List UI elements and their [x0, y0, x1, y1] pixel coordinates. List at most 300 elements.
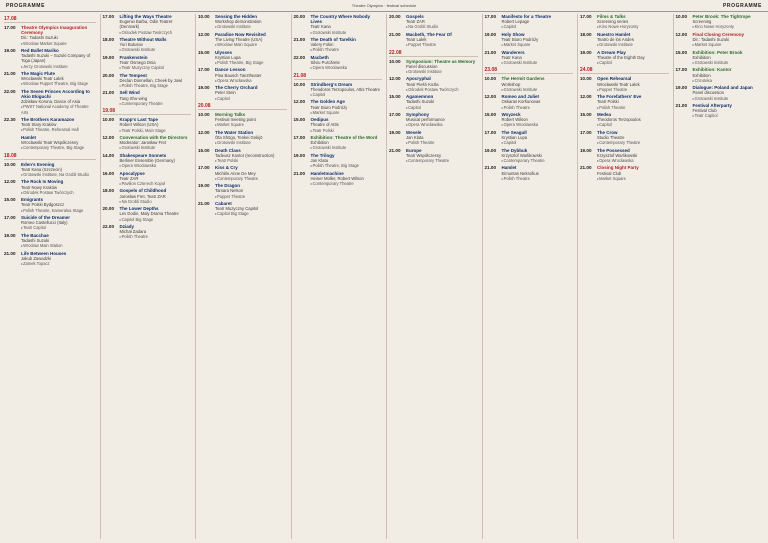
event-detail: Yuri Butusov: [119, 42, 144, 48]
event-title[interactable]: The Golden Age: [310, 99, 345, 105]
event-time: 10.00: [675, 14, 687, 19]
event-title[interactable]: The Hermit Gardens: [501, 76, 545, 82]
event-title[interactable]: Exhibition: Peter Brook: [692, 49, 743, 55]
event-venue: ▸ Capitol: [597, 60, 669, 65]
event-venue: ▸ Grotowski Institute: [120, 145, 192, 150]
event-item[interactable]: [294, 37, 383, 53]
event-title[interactable]: Festival Afterparty: [692, 102, 732, 108]
date-heading: 22.08: [389, 50, 478, 57]
event-title[interactable]: The Seven Princes According to Akio Ekiguchi: [21, 88, 90, 99]
event-detail: Panel discussion: [692, 90, 724, 96]
event-detail: Teatr Kana: [310, 24, 331, 30]
event-time: 22.30: [4, 117, 16, 122]
event-body: [215, 67, 287, 83]
event-item[interactable]: [198, 201, 287, 217]
event-item[interactable]: [580, 14, 669, 30]
event-title[interactable]: Dialogue: Poland and Japan: [692, 85, 753, 91]
event-body: [120, 14, 192, 35]
event-item[interactable]: [103, 37, 192, 53]
event-body: [120, 117, 192, 133]
event-time: 19.00: [580, 49, 592, 55]
event-item[interactable]: [4, 89, 96, 115]
event-venue: ▸ Opera Wrocławska: [215, 78, 287, 83]
event-body: [406, 148, 478, 164]
event-title[interactable]: Eden's Evening: [21, 161, 55, 167]
event-item[interactable]: [485, 14, 574, 30]
event-title[interactable]: Symphony: [406, 111, 430, 117]
event-title[interactable]: Ulysses: [215, 49, 233, 55]
event-title[interactable]: Exhibition: Theatre of the Word: [310, 134, 378, 140]
event-item[interactable]: [294, 153, 383, 169]
event-title[interactable]: Krapp's Last Tape: [119, 117, 158, 123]
event-time: 19.00: [102, 54, 114, 60]
event-title[interactable]: Nuestro Hamlet: [597, 31, 631, 37]
event-detail: Theodoros Terzopoulos: [597, 117, 641, 123]
event-detail: Screening series: [597, 19, 629, 25]
event-time: 17.00: [484, 14, 496, 19]
event-detail: Exhibition: [692, 54, 711, 60]
event-item[interactable]: [4, 197, 96, 213]
event-time: 10.00: [198, 14, 210, 19]
event-venue: ▸ Kino Nowe Horyzonty: [597, 24, 669, 29]
event-time: 21.00: [580, 165, 592, 171]
event-item[interactable]: [4, 162, 96, 178]
event-item[interactable]: [4, 215, 96, 231]
event-time: 17.00: [4, 25, 16, 30]
event-title[interactable]: Films & Talks: [597, 14, 626, 19]
event-item[interactable]: [4, 48, 96, 69]
event-title[interactable]: Theatre Without Walls: [119, 37, 167, 42]
event-title[interactable]: Strindberg's Dream: [310, 81, 353, 87]
event-detail: Theatre of the Eighth Day: [597, 54, 645, 60]
event-time: 17.00: [102, 14, 114, 19]
event-item[interactable]: [580, 94, 669, 110]
event-detail: Teatr Biuro Podróży: [310, 104, 348, 110]
event-item[interactable]: [4, 117, 96, 133]
event-title[interactable]: Suicide of the Dreamer: [21, 214, 71, 220]
event-item[interactable]: [198, 165, 287, 181]
event-item[interactable]: [389, 112, 478, 128]
event-body: [120, 55, 192, 71]
event-title[interactable]: The Brothers Karamazov: [21, 117, 75, 122]
event-item[interactable]: [389, 94, 478, 110]
event-item[interactable]: [485, 32, 574, 48]
schedule-column: [195, 14, 287, 539]
event-title[interactable]: Hamlet: [21, 134, 37, 140]
event-detail: Teatro de los Andes: [597, 37, 634, 42]
header-center: Theatre Olympics · festival schedule: [351, 3, 417, 8]
event-venue: ▸ Capitol: [597, 122, 669, 127]
event-title[interactable]: Europe: [406, 147, 422, 153]
event-item[interactable]: [294, 117, 383, 133]
event-item[interactable]: [103, 224, 192, 240]
event-detail: Heiner Müller, Robert Wilson: [310, 175, 364, 181]
event-detail: Zdzisław Korona, Dance of Asia: [21, 99, 81, 105]
event-body: [502, 112, 574, 128]
event-detail: Tadeusz Kantor (reconstruction): [215, 152, 275, 158]
event-detail: Jakub Zawadzki: [21, 255, 52, 261]
event-title[interactable]: Shakespeare Sonnets: [119, 152, 167, 158]
event-item[interactable]: [389, 148, 478, 164]
event-venue: ▸ Ośrodek Postaw Twórczych: [120, 30, 192, 35]
event-title[interactable]: Conversation with the Directors: [119, 134, 188, 140]
event-time: 15.00: [198, 49, 210, 55]
event-title[interactable]: The Lower Depths: [119, 206, 159, 212]
event-detail: Tadashi Suzuki – Suzuki Company of Toga (Japan): [21, 53, 91, 64]
event-body: [597, 32, 669, 48]
event-body: [502, 50, 574, 66]
event-detail: Teatr ZAR: [406, 19, 425, 25]
date-heading: 18.08: [4, 153, 96, 160]
event-item[interactable]: [4, 179, 96, 195]
event-body: [502, 165, 574, 181]
event-time: 21.00: [484, 165, 496, 171]
event-item[interactable]: [4, 251, 96, 267]
event-title[interactable]: The Possessed: [597, 147, 630, 153]
event-item[interactable]: [198, 50, 287, 66]
schedule-column: [386, 14, 478, 539]
event-detail: Berliner Ensemble (Germany): [119, 157, 175, 163]
event-item[interactable]: [485, 76, 574, 92]
event-venue: ▸ Polish Theatre: [406, 140, 478, 145]
event-title[interactable]: Gospels of Childhood: [119, 188, 167, 194]
event-item[interactable]: [294, 14, 383, 35]
event-title[interactable]: Gospels: [406, 14, 424, 19]
event-body: [120, 135, 192, 151]
event-time: 19.00: [484, 147, 496, 153]
event-item[interactable]: [389, 130, 478, 146]
event-title[interactable]: Theatre Olympics Inauguration Ceremony: [21, 25, 88, 36]
event-item[interactable]: [103, 14, 192, 35]
event-title[interactable]: Closing Night Party: [597, 165, 639, 171]
event-item[interactable]: [198, 14, 287, 30]
event-detail: Teatr Kana (Szczecin): [21, 166, 62, 172]
event-venue: ▸ Grotowski Institute: [215, 140, 287, 145]
date-heading: 21.08: [294, 73, 383, 80]
event-title[interactable]: A Dream Play: [597, 49, 626, 55]
event-detail: Teatr Stary Kraków: [21, 122, 57, 128]
event-item[interactable]: [580, 112, 669, 128]
event-title[interactable]: Symposium: Theatre as Memory: [406, 58, 476, 64]
event-time: 21.00: [293, 37, 305, 42]
event-item[interactable]: [294, 55, 383, 71]
event-title[interactable]: Dziady: [119, 223, 135, 229]
event-time: 10.00: [102, 117, 114, 123]
event-title[interactable]: The Dragon: [215, 183, 241, 189]
event-body: [311, 171, 383, 187]
event-item[interactable]: [294, 99, 383, 115]
event-time: 15.00: [580, 111, 592, 117]
event-venue: ▸ Kino Nowe Horyzonty: [693, 24, 765, 29]
event-title[interactable]: Lifting the Ways Theatre: [119, 14, 172, 19]
event-item[interactable]: [198, 85, 287, 101]
event-item[interactable]: [198, 130, 287, 146]
event-detail: Festival meeting point: [215, 117, 256, 123]
event-time: 19.00: [675, 85, 687, 91]
event-title[interactable]: The Bacchae: [21, 232, 49, 238]
event-body: [215, 165, 287, 181]
event-venue: ▸ Ośrodek Postaw Twórczych: [406, 87, 478, 92]
event-detail: Wrocławski Teatr Lalek: [21, 76, 64, 82]
event-title[interactable]: The Tempest: [119, 72, 147, 78]
event-time: 17.00: [198, 165, 210, 171]
event-detail: Teatr Ósmego Dnia: [119, 60, 156, 65]
event-body: [693, 50, 765, 66]
event-title[interactable]: Apocalypse: [119, 170, 145, 176]
event-time: 18.00: [580, 31, 592, 37]
event-item[interactable]: [198, 148, 287, 164]
date-heading: 20.08: [198, 103, 287, 110]
event-venue: ▸ Puppet Theatre: [406, 42, 478, 47]
event-title[interactable]: Kiss & Cry: [215, 165, 238, 171]
schedule-columns: [4, 14, 764, 539]
event-time: 12.00: [198, 31, 210, 37]
event-title[interactable]: The Rock Is Moving: [21, 179, 64, 185]
schedule-column: [577, 14, 669, 539]
event-item[interactable]: [676, 67, 765, 83]
event-title[interactable]: The Magic Flute: [21, 71, 56, 76]
event-detail: Wrocławski Teatr Współczesny: [21, 140, 79, 145]
event-item[interactable]: [103, 90, 192, 106]
event-title[interactable]: Death Class: [215, 147, 241, 153]
event-item[interactable]: [198, 112, 287, 128]
event-body: [597, 148, 669, 164]
event-title[interactable]: Hamlet: [501, 165, 517, 171]
event-time: 20.00: [102, 206, 114, 212]
event-title[interactable]: The Dybbuk: [501, 147, 528, 153]
event-item[interactable]: [485, 130, 574, 146]
event-item[interactable]: [103, 73, 192, 89]
event-body: [311, 55, 383, 71]
event-item[interactable]: [676, 103, 765, 119]
event-title[interactable]: Romeo and Juliet: [501, 94, 540, 100]
event-item[interactable]: [294, 171, 383, 187]
event-item[interactable]: [103, 135, 192, 151]
event-detail: Jan Klata: [310, 157, 328, 163]
event-title[interactable]: Medea: [597, 111, 612, 117]
event-detail: Teatr Współczesny: [406, 152, 442, 158]
event-title[interactable]: Agamemnon: [406, 94, 434, 100]
event-venue: ▸ Puppet Theatre: [215, 194, 287, 199]
event-item[interactable]: [676, 14, 765, 30]
event-detail: Teatr Nowy Kraków: [21, 184, 58, 190]
schedule-column: [482, 14, 574, 539]
event-time: 21.00: [389, 147, 401, 153]
event-time: 16.00: [102, 170, 114, 176]
event-time: 21.00: [4, 71, 16, 76]
event-detail: Teatr Lalek: [406, 37, 427, 42]
event-venue: ▸ Wrocław Main Station: [21, 243, 96, 248]
event-time: 19.00: [4, 48, 16, 53]
event-detail: Festival Club: [692, 108, 717, 114]
event-time: 21.00: [4, 250, 16, 256]
event-venue: ▸ Capitol: [406, 105, 478, 110]
event-item[interactable]: [4, 71, 96, 87]
event-venue: ▸ Opera Wrocławska: [406, 122, 478, 127]
event-title[interactable]: Hamletmachine: [310, 170, 344, 176]
event-detail: Michèle Anne De Mey: [215, 170, 256, 176]
event-body: [21, 117, 96, 133]
event-title[interactable]: Wesele: [406, 129, 422, 135]
event-title[interactable]: Macbeth: [310, 54, 329, 60]
event-item[interactable]: [580, 148, 669, 164]
event-venue: ▸ Wrocław Puppet Theatre, Big Stage: [21, 81, 96, 86]
event-title[interactable]: Morning Talks: [215, 111, 246, 117]
event-title[interactable]: Open Rehearsal: [597, 76, 632, 82]
event-title[interactable]: Manifesto for a Theatre: [501, 14, 552, 19]
event-venue: ▸ Polish Theatre: [120, 234, 192, 239]
event-venue: ▸ Polish Theatre, Big Stage: [311, 163, 383, 168]
event-detail: Robert Lepage: [501, 19, 530, 25]
event-item[interactable]: [485, 50, 574, 66]
event-title[interactable]: Paradise Now Revisited: [215, 31, 266, 37]
event-item[interactable]: [580, 130, 669, 146]
event-venue: ▸ Opera Wrocławska: [311, 65, 383, 70]
event-title[interactable]: Cabaret: [215, 200, 232, 206]
event-body: [597, 165, 669, 181]
event-title[interactable]: Sensing the Hidden: [215, 14, 258, 19]
event-item[interactable]: [389, 76, 478, 92]
event-time: 21.00: [389, 31, 401, 37]
event-venue: ▸ Contemporary Theatre: [406, 158, 478, 163]
event-venue: ▸ Zamek Topacz: [21, 261, 96, 266]
event-item[interactable]: [485, 94, 574, 110]
event-body: [311, 14, 383, 35]
event-title[interactable]: Peter Brook: The Tightrope: [692, 14, 751, 19]
event-item[interactable]: [676, 85, 765, 101]
event-detail: Declan Donnellan, Cheek by Jowl: [119, 77, 183, 83]
event-title[interactable]: Woyzeck: [501, 111, 521, 117]
event-detail: Theatre of Attis: [310, 122, 339, 128]
event-venue: ▸ Grotowski Institute: [311, 30, 383, 35]
event-title[interactable]: The Water Station: [215, 129, 254, 135]
event-item[interactable]: [485, 112, 574, 128]
event-title[interactable]: The Forefathers' Eve: [597, 94, 642, 100]
event-title[interactable]: Dance Lesson: [215, 67, 246, 73]
event-venue: ▸ Polish Theatre: [311, 47, 383, 52]
event-detail: Teatr Muzyczny Capitol: [215, 206, 259, 212]
event-body: [311, 135, 383, 151]
event-venue: ▸ Grotowski Institute: [502, 87, 574, 92]
event-item[interactable]: [389, 59, 478, 75]
event-item[interactable]: [4, 233, 96, 249]
event-time: 10.00: [4, 161, 16, 167]
event-title[interactable]: Life Between Houses: [21, 250, 67, 256]
event-item[interactable]: [389, 14, 478, 30]
event-time: 15.00: [4, 197, 16, 203]
event-body: [406, 76, 478, 92]
event-detail: Screening: [692, 19, 712, 25]
event-title[interactable]: Apocryphal: [406, 76, 431, 82]
event-time: 19.00: [4, 232, 16, 238]
event-body: [597, 112, 669, 128]
event-title[interactable]: The Death of Tarelkin: [310, 37, 356, 42]
event-venue: ▸ Opera Wrocławska: [597, 158, 669, 163]
event-body: [215, 32, 287, 48]
event-title[interactable]: Holy Show: [501, 31, 525, 37]
event-title[interactable]: The Crow: [597, 129, 618, 135]
event-time: 12.00: [198, 129, 210, 135]
event-venue: ▸ Grotowski Institute, Na Grobli Studio: [21, 172, 96, 177]
event-item[interactable]: [4, 25, 96, 46]
event-title[interactable]: Final Closing Ceremony: [692, 31, 745, 37]
event-item[interactable]: [103, 171, 192, 187]
event-title[interactable]: Emigrants: [21, 197, 44, 203]
event-body: [311, 37, 383, 53]
event-item[interactable]: [485, 165, 574, 181]
event-item[interactable]: [198, 67, 287, 83]
event-body: [215, 112, 287, 128]
event-body: [21, 197, 96, 213]
event-item[interactable]: [676, 32, 765, 48]
event-item[interactable]: [485, 148, 574, 164]
event-body: [120, 224, 192, 240]
event-venue: ▸ Grotowski Institute: [693, 96, 765, 101]
event-title[interactable]: Frankenstein: [119, 54, 148, 60]
event-body: [21, 162, 96, 178]
schedule-column: [291, 14, 383, 539]
event-body: [406, 32, 478, 48]
event-body: [597, 76, 669, 92]
event-title[interactable]: Red Ballet Mariko: [21, 48, 59, 53]
event-venue: ▸ Contemporary Theatre: [311, 181, 383, 186]
event-time: 22.00: [102, 223, 114, 229]
event-item[interactable]: [4, 135, 96, 151]
event-item[interactable]: [198, 183, 287, 199]
event-venue: ▸ Contemporary Theatre: [215, 176, 287, 181]
event-item[interactable]: [389, 32, 478, 48]
event-item[interactable]: [103, 188, 192, 204]
event-body: [693, 14, 765, 30]
event-body: [597, 50, 669, 66]
event-body: [406, 14, 478, 30]
event-item[interactable]: [103, 153, 192, 169]
event-time: 17.00: [389, 111, 401, 117]
event-detail: Dir.: Tadashi Suzuki: [21, 35, 58, 41]
event-title[interactable]: The Trilogy: [310, 152, 335, 158]
event-item[interactable]: [103, 55, 192, 71]
event-venue: ▸ Polish Theatre, Big Stage: [215, 60, 287, 65]
event-item[interactable]: [294, 82, 383, 98]
event-item[interactable]: [580, 50, 669, 66]
event-venue: ▸ Pavilion Czterech Kopuł: [120, 181, 192, 186]
event-title[interactable]: Exhibition: Kantor: [692, 67, 732, 73]
header-left: PROGRAMME: [6, 2, 46, 9]
event-time: 15.00: [293, 117, 305, 123]
event-title[interactable]: Macbeth, The Fear Of: [406, 31, 452, 37]
event-title[interactable]: Wanderers: [501, 49, 525, 55]
event-detail: Moderator: Jarosław Fret: [119, 140, 167, 146]
event-item[interactable]: [103, 206, 192, 222]
event-item[interactable]: [580, 32, 669, 48]
event-item[interactable]: [103, 117, 192, 133]
event-detail: Tang Shu-wing: [119, 95, 148, 101]
event-item[interactable]: [580, 76, 669, 92]
event-title[interactable]: Oedipus: [310, 117, 329, 123]
event-time: 12.00: [389, 76, 401, 82]
event-venue: ▸ Polish Theatre: [502, 176, 574, 181]
event-item[interactable]: [294, 135, 383, 151]
event-detail: Tamara Nelson: [215, 188, 244, 194]
event-item[interactable]: [198, 32, 287, 48]
event-title[interactable]: The Country Where Nobody Lives: [310, 14, 370, 25]
event-title[interactable]: The Cherry Orchard: [215, 85, 258, 91]
event-title[interactable]: Sell Wind: [119, 90, 140, 96]
event-item[interactable]: [580, 165, 669, 181]
event-item[interactable]: [676, 50, 765, 66]
event-title[interactable]: The Seagull: [501, 129, 527, 135]
date-heading: 19.08: [103, 108, 192, 115]
